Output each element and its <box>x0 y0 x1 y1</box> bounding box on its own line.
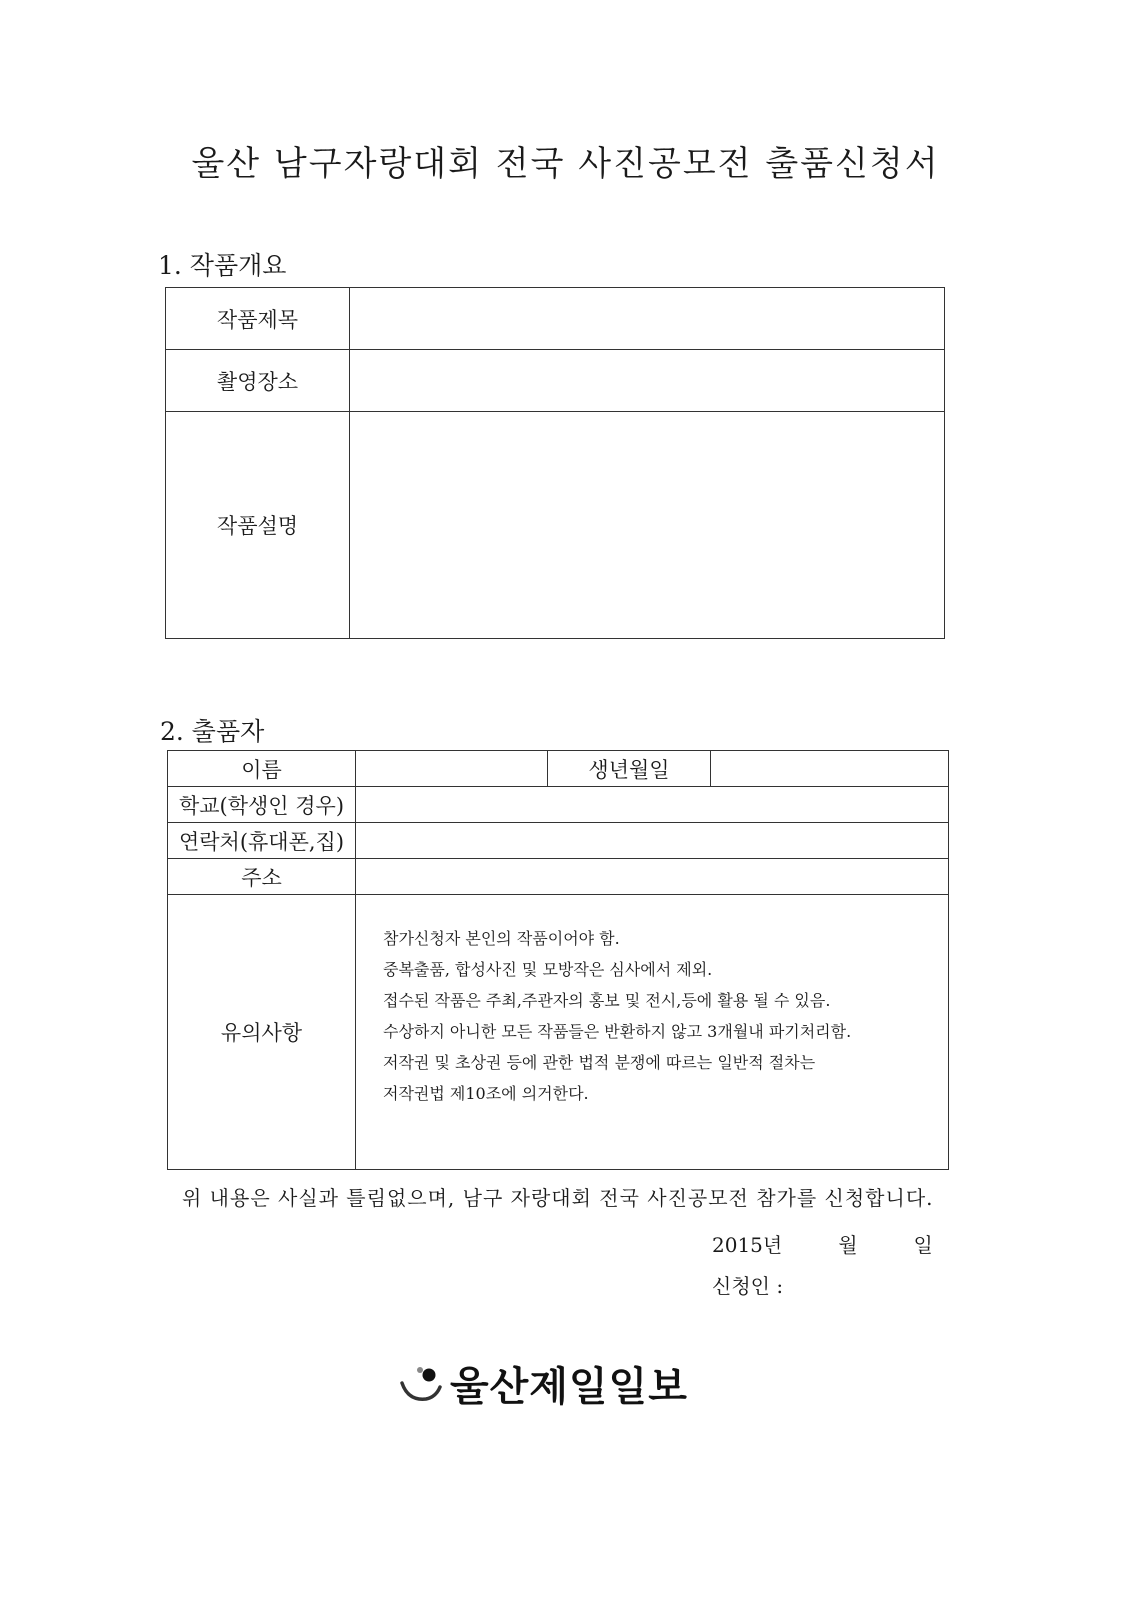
work-title-label: 작품제목 <box>166 288 350 350</box>
work-description-label: 작품설명 <box>166 412 350 639</box>
birthdate-field[interactable] <box>711 751 949 787</box>
notes-cell <box>356 895 949 1170</box>
note-item: 접수된 작품은 주최,주관자의 홍보 및 전시,등에 활용 될 수 있음. <box>383 991 831 1010</box>
declaration-text: 위 내용은 사실과 틀림없으며, 남구 자랑대회 전국 사진공모전 참가를 신청합니다. <box>182 1186 934 1210</box>
address-field[interactable] <box>356 859 949 895</box>
date-month-label: 월 <box>838 1233 858 1257</box>
work-title-field[interactable] <box>350 288 945 350</box>
applicant-line: 신청인 : <box>712 1274 784 1298</box>
notes-label: 유의사항 <box>168 895 356 1170</box>
school-field[interactable] <box>356 787 949 823</box>
address-label: 주소 <box>168 859 356 895</box>
logo-emblem-icon <box>398 1361 444 1407</box>
publisher-logo <box>398 1355 688 1412</box>
work-overview-table <box>165 287 945 639</box>
section-heading-overview: 1. 작품개요 <box>158 251 287 280</box>
note-item: 저작권법 제10조에 의거한다. <box>383 1084 589 1103</box>
shooting-location-label: 촬영장소 <box>166 350 350 412</box>
date-line <box>712 1229 933 1258</box>
date-year: 2015년 <box>712 1233 783 1257</box>
birthdate-label: 생년월일 <box>548 751 711 787</box>
note-item: 참가신청자 본인의 작품이어야 함. <box>383 929 620 948</box>
date-day-label: 일 <box>913 1233 933 1257</box>
note-item: 저작권 및 초상권 등에 관한 법적 분쟁에 따르는 일반적 절차는 <box>383 1053 816 1072</box>
contact-label: 연락처(휴대폰,집) <box>168 823 356 859</box>
contact-field[interactable] <box>356 823 949 859</box>
name-label: 이름 <box>168 751 356 787</box>
logo-text: 울산제일일보 <box>450 1364 688 1410</box>
note-item: 수상하지 아니한 모든 작품들은 반환하지 않고 3개월내 파기처리함. <box>383 1022 852 1041</box>
shooting-location-field[interactable] <box>350 350 945 412</box>
note-item: 중복출품, 합성사진 및 모방작은 심사에서 제외. <box>383 960 713 979</box>
notes-list <box>383 923 948 1109</box>
section-heading-entrant: 2. 출품자 <box>160 717 265 746</box>
work-description-field[interactable] <box>350 412 945 639</box>
entrant-table <box>167 750 949 1170</box>
document-title: 울산 남구자랑대회 전국 사진공모전 출품신청서 <box>191 144 940 184</box>
name-field[interactable] <box>356 751 548 787</box>
school-label: 학교(학생인 경우) <box>168 787 356 823</box>
